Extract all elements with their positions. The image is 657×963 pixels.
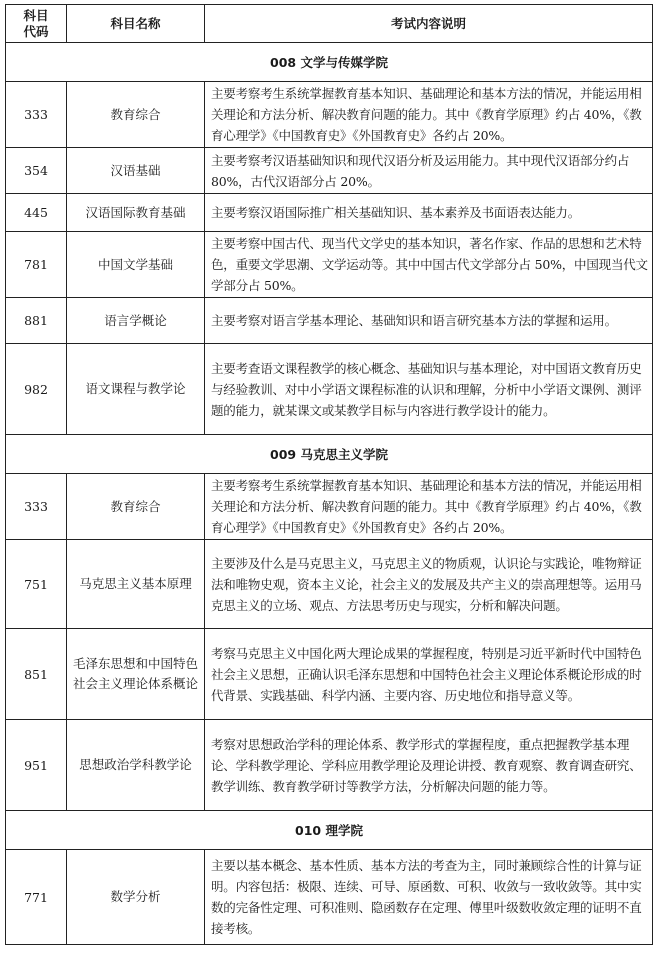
subject-name: 中国文学基础 <box>67 232 205 298</box>
table-row <box>6 298 653 344</box>
table-row <box>6 540 653 629</box>
subject-code: 333 <box>6 474 67 540</box>
subject-description: 考察对思想政治学科的理论体系、教学形式的掌握程度，重点把握教学基本理论、学科教学理论、学科应用教学理论及理论讲授、教育观察、教育调查研究、教学训练、教育教学研讨等教学方法，分析解决问题的能力等。 <box>205 720 653 811</box>
header-name: 科目名称 <box>67 5 205 43</box>
header-code: 科目代码 <box>6 5 67 43</box>
section-row <box>6 435 653 474</box>
exam-subject-table <box>5 4 653 945</box>
subject-description: 主要考察考生系统掌握教育基本知识、基础理论和基本方法的情况，并能运用相关理论和方法分析、解决教育问题的能力。其中《教育学原理》约占 40%，《教育心理学》《中国教育史》《外国教育史》各约占 20%。 <box>205 474 653 540</box>
table-row <box>6 232 653 298</box>
subject-code: 751 <box>6 540 67 629</box>
subject-name: 毛泽东思想和中国特色社会主义理论体系概论 <box>67 629 205 720</box>
section-title: 009 马克思主义学院 <box>6 435 653 474</box>
subject-name: 思想政治学科教学论 <box>67 720 205 811</box>
table-row <box>6 850 653 945</box>
table-row <box>6 148 653 194</box>
subject-code: 881 <box>6 298 67 344</box>
section-009 <box>6 435 653 811</box>
subject-name: 汉语国际教育基础 <box>67 194 205 232</box>
subject-description: 主要考察对语言学基本理论、基础知识和语言研究基本方法的掌握和运用。 <box>205 298 653 344</box>
section-title: 008 文学与传媒学院 <box>6 43 653 82</box>
table-row <box>6 344 653 435</box>
subject-name: 马克思主义基本原理 <box>67 540 205 629</box>
table-row <box>6 474 653 540</box>
subject-description: 主要考察中国古代、现当代文学史的基本知识，著名作家、作品的思想和艺术特色，重要文学思潮、文学运动等。其中中国古代文学部分占 50%，中国现当代文学部分占 50%。 <box>205 232 653 298</box>
subject-name: 汉语基础 <box>67 148 205 194</box>
section-title: 010 理学院 <box>6 811 653 850</box>
section-008 <box>6 43 653 435</box>
table-row <box>6 629 653 720</box>
subject-description: 主要考察汉语国际推广相关基础知识、基本素养及书面语表达能力。 <box>205 194 653 232</box>
subject-name: 教育综合 <box>67 82 205 148</box>
subject-code: 445 <box>6 194 67 232</box>
subject-name: 数学分析 <box>67 850 205 945</box>
header-desc: 考试内容说明 <box>205 5 653 43</box>
subject-description: 主要涉及什么是马克思主义，马克思主义的物质观，认识论与实践论，唯物辩证法和唯物史观，资本主义论，社会主义的发展及共产主义的崇高理想等。运用马克思主义的立场、观点、方法思考历史与现实，分析和解决问题。 <box>205 540 653 629</box>
section-row <box>6 43 653 82</box>
subject-code: 951 <box>6 720 67 811</box>
section-010 <box>6 811 653 945</box>
subject-code: 354 <box>6 148 67 194</box>
subject-description: 主要考查语文课程教学的核心概念、基础知识与基本理论，对中国语文教育历史与经验教训、对中小学语文课程标准的认识和理解，分析中小学语文课例、测评题的能力，就某课文或某教学目标与内容进行教学设计的能力。 <box>205 344 653 435</box>
subject-name: 语文课程与教学论 <box>67 344 205 435</box>
subject-code: 781 <box>6 232 67 298</box>
subject-description: 主要考察考生系统掌握教育基本知识、基础理论和基本方法的情况，并能运用相关理论和方法分析、解决教育问题的能力。其中《教育学原理》约占 40%，《教育心理学》《中国教育史》《外国教育史》各约占 20%。 <box>205 82 653 148</box>
subject-name: 教育综合 <box>67 474 205 540</box>
subject-code: 771 <box>6 850 67 945</box>
subject-name: 语言学概论 <box>67 298 205 344</box>
table-row <box>6 82 653 148</box>
table-row <box>6 194 653 232</box>
subject-code: 982 <box>6 344 67 435</box>
subject-description: 主要以基本概念、基本性质、基本方法的考查为主，同时兼顾综合性的计算与证明。内容包括：极限、连续、可导、原函数、可积、收敛与一致收敛等。其中实数的完备性定理、可积准则、隐函数存在定理、傅里叶级数收敛定理的证明不直接考核。 <box>205 850 653 945</box>
subject-code: 333 <box>6 82 67 148</box>
table-row <box>6 720 653 811</box>
header-row <box>6 5 653 43</box>
subject-description: 考察马克思主义中国化两大理论成果的掌握程度，特别是习近平新时代中国特色社会主义思想，正确认识毛泽东思想和中国特色社会主义理论体系概论形成的时代背景、实践基础、科学内涵、主要内容、历史地位和指导意义等。 <box>205 629 653 720</box>
subject-description: 主要考察考汉语基础知识和现代汉语分析及运用能力。其中现代汉语部分约占 80%，古代汉语部分占 20%。 <box>205 148 653 194</box>
section-row <box>6 811 653 850</box>
subject-code: 851 <box>6 629 67 720</box>
